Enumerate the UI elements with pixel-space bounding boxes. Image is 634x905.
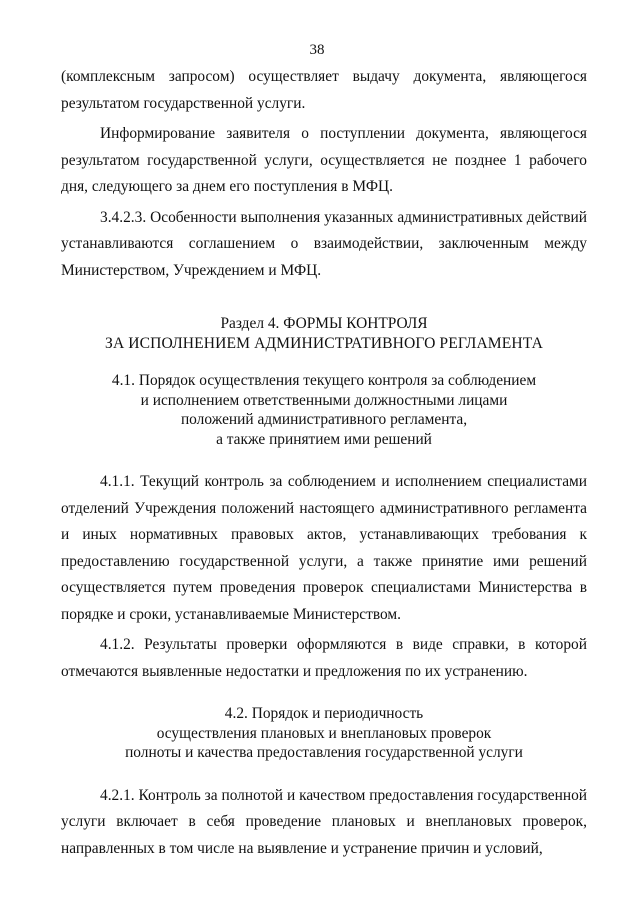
subsection-heading-line: осуществления плановых и внеплановых проверок <box>156 724 492 742</box>
subsection-heading-line: положений административного регламента, <box>180 411 468 428</box>
paragraph: 4.1.2. Результаты проверки оформляются в виде справки, в которой отмечаются выявленные недостатки и предложения по их устранению. <box>61 636 587 680</box>
subsection-heading <box>61 371 587 449</box>
page-number: 38 <box>309 42 325 58</box>
subsection-heading-line: 4.2. Порядок и периодичность <box>224 705 424 722</box>
subsection-heading-line: 4.1. Порядок осуществления текущего контроля за соблюдением <box>111 372 537 389</box>
paragraph: 4.2.1. Контроль за полнотой и качеством предоставления государственной услуги включает в себя проведение плановых и внеплановых проверок, направленных в том числе на выявление и устранение причин и условий, <box>61 786 587 857</box>
section-heading <box>61 314 587 353</box>
subsection-heading-line: а также принятием ими решений <box>216 430 432 448</box>
paragraph: (комплексным запросом) осуществляет выдачу документа, являющегося результатом государственной услуги. <box>61 68 587 112</box>
section-heading-line: Раздел 4. ФОРМЫ КОНТРОЛЯ <box>220 315 428 332</box>
document-body <box>61 64 587 862</box>
paragraph: 3.4.2.3. Особенности выполнения указанных административных действий устанавливаются соглашением о взаимодействии, заключенным между Министерством, Учреждением и МФЦ. <box>61 208 587 279</box>
section-heading-line: ЗА ИСПОЛНЕНИЕМ АДМИНИСТРАТИВНОГО РЕГЛАМЕНТА <box>105 334 543 352</box>
paragraph: Информирование заявителя о поступлении документа, являющегося результатом государственной услуги, осуществляется не позднее 1 рабочего дня, следующего за днем его поступления в МФЦ. <box>61 125 587 195</box>
subsection-heading-line: полноты и качества предоставления государственной услуги <box>125 744 523 761</box>
subsection-heading-line: и исполнением ответственными должностными лицами <box>140 391 508 409</box>
subsection-heading <box>61 704 587 763</box>
paragraph: 4.1.1. Текущий контроль за соблюдением и исполнением специалистами отделений Учреждения положений настоящего административного регламента и иных нормативных правовых актов, устанавливающих требования к предоставлению государственной услуги, а также принятие ими решений осуществляется путем проведения проверок специалистами Министерства в порядке и сроки, устанавливаемые Министерством. <box>61 473 587 623</box>
